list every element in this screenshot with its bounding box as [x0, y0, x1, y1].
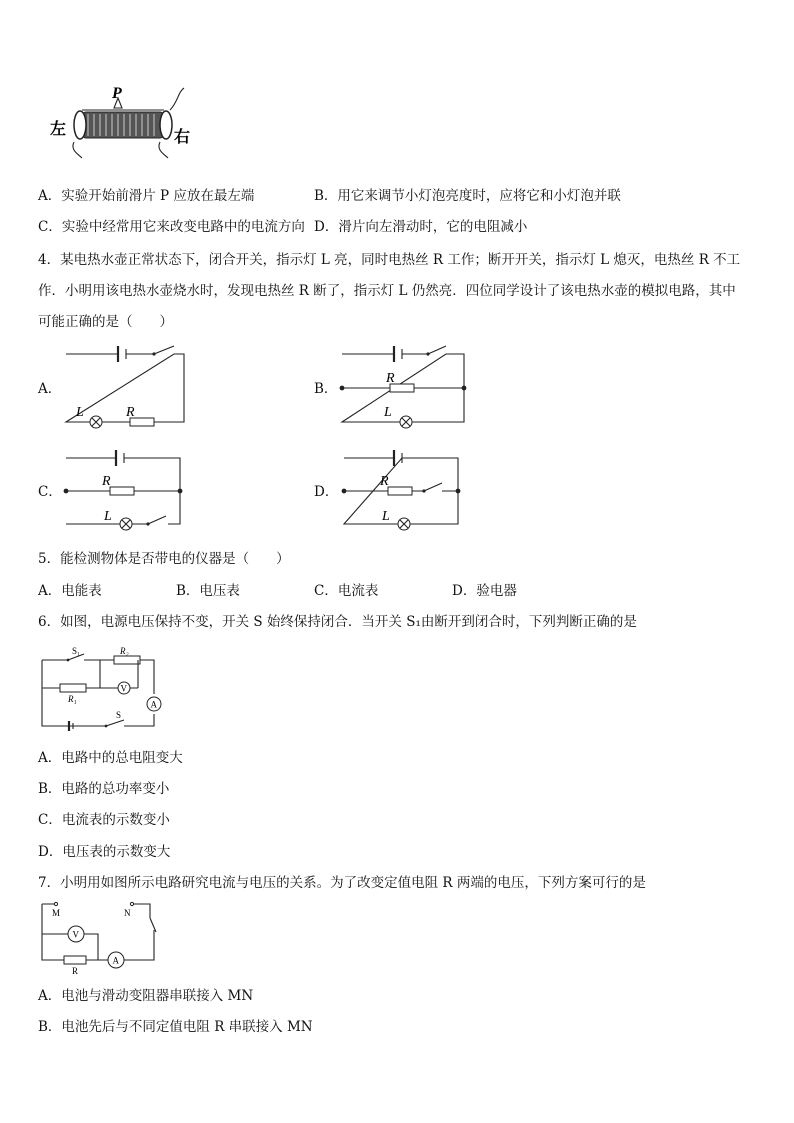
q4-option-a-label: A．	[38, 381, 62, 397]
q5-option-a: A．电能表	[38, 583, 102, 599]
q5-option-b: B．电压表	[176, 583, 240, 599]
q6-circuit-figure	[38, 644, 168, 734]
q4b-resistor-label: R	[386, 371, 395, 386]
q7-r-label: R	[72, 966, 79, 976]
q3-option-d: D．滑片向左滑动时，它的电阻减小	[314, 219, 528, 235]
q4a-lamp-label: L	[76, 405, 84, 420]
q6-r2-label: R₂	[120, 646, 129, 656]
q6-ammeter-label: A	[150, 699, 157, 710]
q4-circuit-a	[64, 340, 194, 430]
rheostat-left-label: 左	[50, 121, 67, 138]
q4c-resistor-label: R	[102, 474, 111, 489]
q7-circuit-figure	[38, 898, 168, 978]
q6-option-c: C．电流表的示数变小	[38, 812, 170, 828]
q3-option-a: A．实验开始前滑片 P 应放在最左端	[38, 188, 255, 204]
q4c-lamp-label: L	[104, 509, 112, 524]
q6-s-label: S	[116, 710, 122, 720]
q4-stem-line-2: 作．小明用该电热水壶烧水时，发现电热丝 R 断了，指示灯 L 仍然亮．四位同学设计了该电热水壶的模拟电路，其中	[38, 283, 736, 299]
q3-option-b: B．用它来调节小灯泡亮度时，应将它和小灯泡并联	[314, 188, 621, 204]
q4b-lamp-label: L	[384, 405, 392, 420]
q4-circuit-b	[340, 340, 470, 430]
q7-stem: 7．小明用如图所示电路研究电流与电压的关系。为了改变定值电阻 R 两端的电压，下列方案可行的是	[38, 875, 646, 891]
q7-m-label: M	[52, 908, 61, 918]
q7-option-b: B．电池先后与不同定值电阻 R 串联接入 MN	[38, 1019, 313, 1035]
rheostat-p-label: P	[112, 85, 122, 102]
q6-option-a: A．电路中的总电阻变大	[38, 750, 183, 766]
q4-circuit-c	[64, 448, 194, 538]
q6-voltmeter-label: V	[120, 683, 127, 694]
q5-option-d: D．验电器	[452, 583, 517, 599]
q7-voltmeter-label: V	[72, 929, 79, 940]
q7-n-label: N	[124, 908, 131, 918]
q4-option-c-label: C．	[38, 484, 62, 500]
q4-stem-line-1: 4．某电热水壶正常状态下，闭合开关，指示灯 L 亮，同时电热丝 R 工作；断开开关，指示灯 L 熄灭，电热丝 R 不工	[38, 252, 741, 268]
q3-option-c: C．实验中经常用它来改变电路中的电流方向	[38, 219, 305, 235]
q4d-resistor-label: R	[380, 474, 389, 489]
q5-stem: 5．能检测物体是否带电的仪器是（ ）	[38, 551, 290, 567]
rheostat-right-label: 右	[174, 129, 191, 146]
q7-option-a: A．电池与滑动变阻器串联接入 MN	[38, 988, 254, 1004]
q6-option-b: B．电路的总功率变小	[38, 781, 170, 797]
q6-stem: 6．如图，电源电压保持不变，开关 S 始终保持闭合．当开关 S₁由断开到闭合时，下列判断正确的是	[38, 614, 637, 630]
q6-option-d: D．电压表的示数变大	[38, 844, 171, 860]
q4-option-d-label: D．	[314, 484, 339, 500]
q4-stem-line-3: 可能正确的是（ ）	[38, 314, 173, 330]
q4-circuit-d	[342, 448, 472, 538]
q5-option-c: C．电流表	[314, 583, 379, 599]
q4a-resistor-label: R	[126, 405, 135, 420]
q4-option-b-label: B．	[314, 381, 338, 397]
rheostat-figure	[44, 84, 194, 164]
q7-ammeter-label: A	[112, 955, 119, 966]
q6-s1-label: S₁	[72, 646, 81, 656]
q6-r1-label: R₁	[68, 694, 77, 704]
q4d-lamp-label: L	[382, 509, 390, 524]
